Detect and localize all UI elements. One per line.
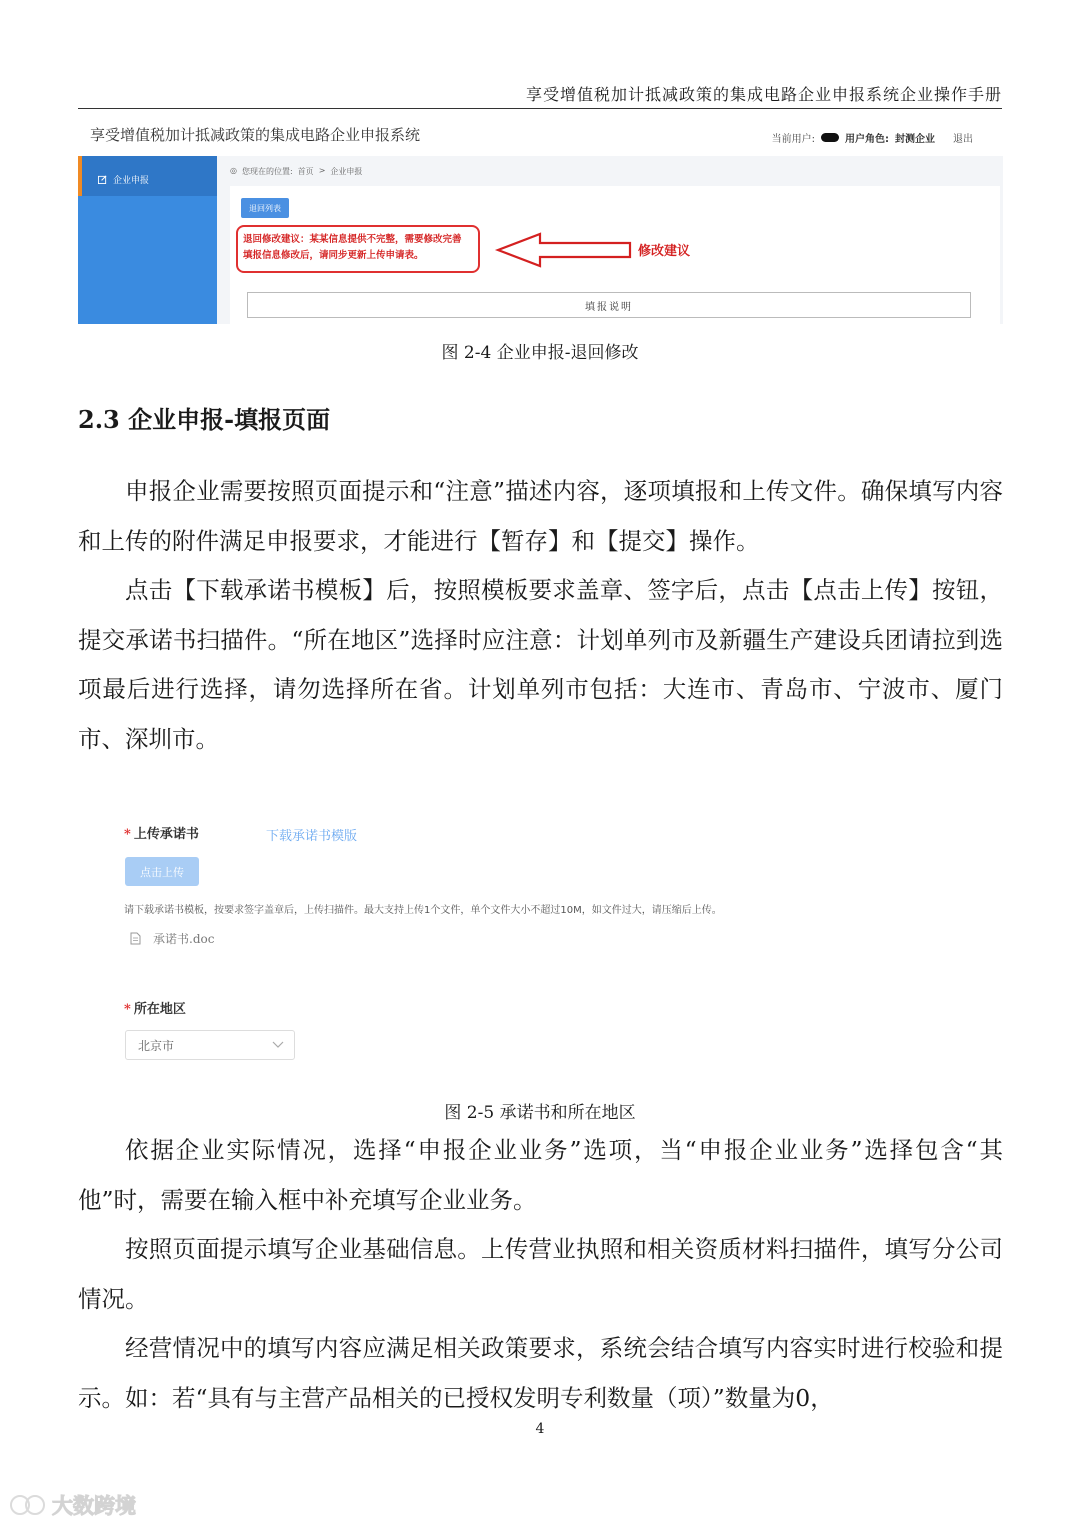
breadcrumb-current: 企业申报: [330, 167, 363, 176]
sidebar-item-label: 企业申报: [113, 176, 150, 186]
required-mark: *: [124, 827, 131, 842]
current-user-label: 当前用户:: [771, 134, 815, 145]
redacted-user: [821, 133, 839, 142]
figure-caption: 图 2-4 企业申报-退回修改: [441, 343, 639, 363]
role-label: 用户角色:: [845, 134, 889, 145]
watermark-logo-icon: [8, 1493, 48, 1517]
region-label-text: 所在地区: [133, 1002, 186, 1017]
paragraph: 按照页面提示填写企业基础信息。上传营业执照和相关资质材料扫描件，填写分公司情况。: [78, 1235, 1003, 1313]
figure-return-modify: [78, 118, 1003, 324]
upload-button[interactable]: 点击上传: [125, 857, 199, 886]
breadcrumb: [230, 166, 362, 177]
download-template-link[interactable]: 下载承诺书模版: [266, 829, 358, 844]
return-list-button[interactable]: 退回列表: [241, 198, 289, 218]
breadcrumb-home[interactable]: 首页: [297, 167, 314, 176]
logout-link[interactable]: 退出: [953, 134, 973, 145]
watermark: [8, 1490, 136, 1520]
header-rule: [78, 108, 1002, 109]
figure-commitment-region: [78, 800, 1003, 1070]
return-advice-box: [236, 225, 480, 273]
upload-commitment-label: [124, 823, 199, 842]
paragraph: 申报企业需要按照页面提示和“注意”描述内容，逐项填报和上传文件。确保填写内容和上传的附件满足申报要求，才能进行【暂存】和【提交】操作。: [78, 477, 1003, 555]
chevron-down-icon: [272, 1041, 284, 1049]
upload-commitment-text: 上传承诺书: [133, 827, 199, 842]
breadcrumb-separator: >: [318, 166, 326, 175]
paragraph: 点击【下载承诺书模板】后，按照模板要求盖章、签字后，点击【点击上传】按钮，提交承诺书扫描件。“所在地区”选择时应注意：计划单列市及新疆生产建设兵团请拉到选项最后进行选择，请勿选择所在省。计划单列市包括：大连市、青岛市、宁波市、厦门市、深圳市。: [78, 576, 1003, 753]
paragraph: 经营情况中的填写内容应满足相关政策要求，系统会结合填写内容实时进行校验和提示。如：若“具有与主营产品相关的已授权发明专利数量（项）”数量为0，: [78, 1334, 1003, 1412]
page-number: 4: [535, 1421, 545, 1437]
user-bar: [772, 130, 973, 145]
role-value: 封测企业: [895, 134, 935, 145]
upload-hint: 请下载承诺书模板，按要求签字盖章后，上传扫描件。最大支持上传1个文件，单个文件大小不超过10M，如文件过大，请压缩后上传。: [124, 905, 722, 916]
region-select-value: 北京市: [138, 1038, 175, 1053]
breadcrumb-prefix: 您现在的位置:: [241, 167, 293, 176]
watermark-text: 大数跨境: [52, 1494, 136, 1518]
annotation-label: 修改建议: [638, 244, 691, 259]
file-name: 承诺书.doc: [153, 932, 215, 946]
system-title: 享受增值税加计抵减政策的集成电路企业申报系统: [90, 126, 421, 144]
region-label: [124, 998, 186, 1017]
region-select[interactable]: [125, 1030, 295, 1060]
edit-icon: [98, 175, 107, 184]
paragraph: 依据企业实际情况，选择“申报企业业务”选项，当“申报企业业务”选择包含“其他”时，需要在输入框中补充填写企业业务。: [78, 1136, 1003, 1214]
sidebar-item-enterprise-declare[interactable]: [98, 173, 149, 186]
figure-caption: 图 2-5 承诺书和所在地区: [444, 1103, 636, 1123]
running-header: 享受增值税加计抵减政策的集成电路企业申报系统企业操作手册: [525, 85, 1002, 104]
document-icon: [130, 932, 141, 945]
section-heading: 2.3 企业申报-填报页面: [78, 405, 331, 434]
uploaded-file[interactable]: [130, 930, 214, 947]
fill-explanation-bar[interactable]: 填报说明: [247, 292, 971, 318]
return-advice-line1: 退回修改建议：某某信息提供不完整，需要修改完善: [243, 234, 462, 245]
return-advice-line2: 填报信息修改后，请同步更新上传申请表。: [243, 250, 424, 261]
location-icon: ◎: [230, 166, 237, 175]
arrow-left-icon: [494, 232, 634, 268]
required-mark: *: [124, 1002, 131, 1017]
